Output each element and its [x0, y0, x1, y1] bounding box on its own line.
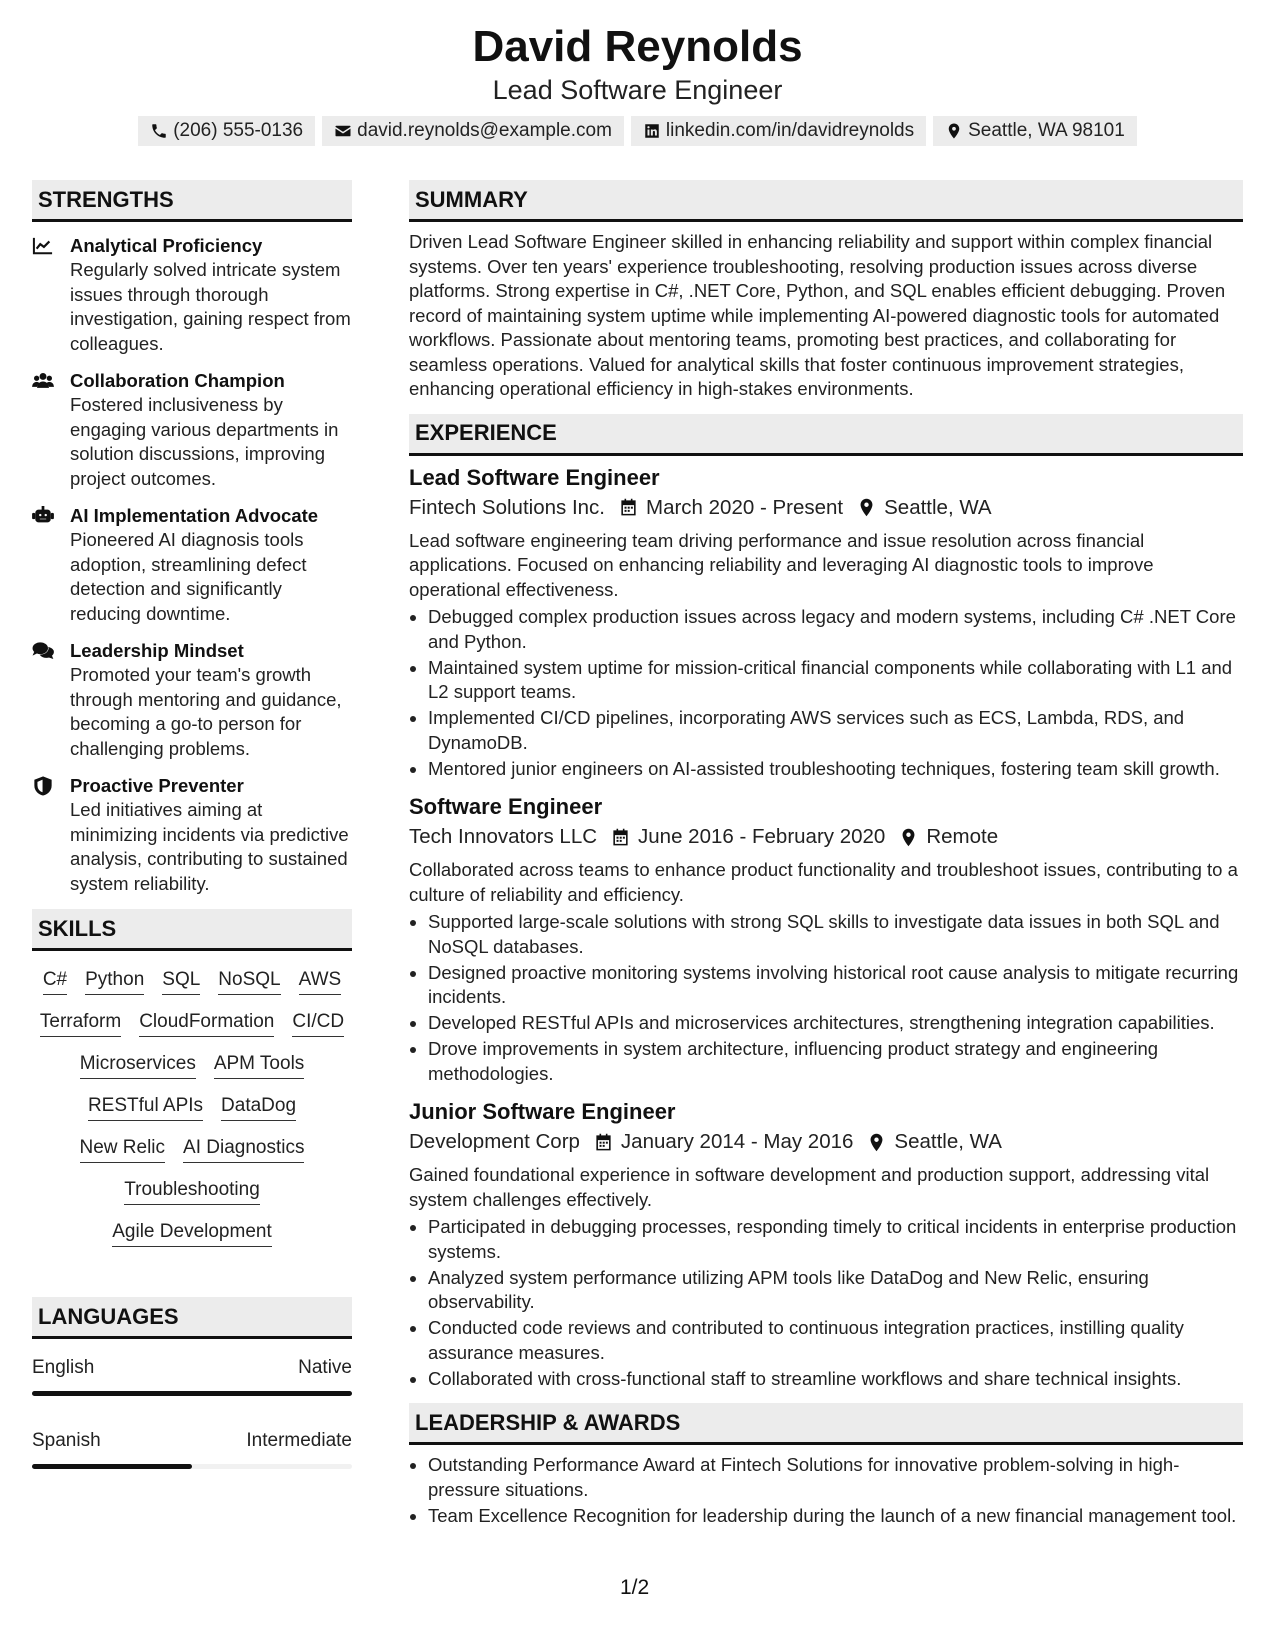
language-level: Intermediate — [246, 1430, 352, 1451]
skill-tag: Terraform — [40, 1011, 121, 1037]
award-item: • Outstanding Performance Award at Fintech Solutions for innovative problem-solving in high-pressure situations. — [428, 1453, 1243, 1502]
contact-linkedin[interactable] — [631, 116, 926, 146]
email-text: david.reynolds@example.com — [357, 120, 612, 141]
contact-phone[interactable] — [138, 116, 315, 146]
job-bullet: • Conducted code reviews and contributed to continuous integration practices, instilling quality assurance measures. — [428, 1316, 1243, 1365]
contact-bar — [0, 116, 1275, 146]
candidate-title: Lead Software Engineer — [492, 75, 783, 105]
skill-tag: New Relic — [80, 1137, 166, 1163]
language-item — [32, 1357, 352, 1396]
strength-desc: Promoted your team's growth through mentoring and guidance, becoming a go-to person for challenging problems. — [70, 664, 342, 759]
comments-icon — [32, 641, 54, 661]
languages-heading: LANGUAGES — [32, 1297, 352, 1339]
strengths-heading: STRENGTHS — [32, 180, 352, 222]
calendar-icon — [619, 498, 638, 517]
summary-text: Driven Lead Software Engineer skilled in enhancing reliability and support within complex financial systems. Over ten years' experience troubleshooting, resolving production issues across diverse platforms. Strong expertise in C#, .NET Core, Python, and SQL enables efficient debugging. Proven record of maintaining system uptime while implementing AI-powered diagnostic tools for automated workflows. Passionate about mentoring teams, promoting best practices, and collaborating for seamless operations. Valued for analytical skills that foster continuous improvement strategies, enhancing operational efficiency in high-stakes environments. — [409, 231, 1226, 399]
page-number: 1/2 — [620, 1576, 650, 1599]
map-marker-icon — [945, 122, 963, 140]
strength-desc: Regularly solved intricate system issues through thorough investigation, gaining respect from colleagues. — [70, 259, 351, 354]
job-bullets — [409, 605, 1243, 781]
skill-tag: SQL — [162, 969, 200, 995]
job-description: Gained foundational experience in software development and production support, addressing vital system challenges effectively. — [409, 1164, 1210, 1210]
job-location: Remote — [926, 825, 999, 848]
contact-location[interactable] — [933, 116, 1137, 146]
envelope-icon — [334, 122, 352, 140]
job-entry — [409, 1098, 1243, 1391]
job-bullets — [409, 1215, 1243, 1391]
skill-tag: AI Diagnostics — [183, 1137, 304, 1163]
job-company: Tech Innovators LLC — [409, 825, 598, 848]
job-dates: March 2020 - Present — [646, 495, 844, 519]
skill-tag: NoSQL — [218, 969, 280, 995]
job-bullet: • Implemented CI/CD pipelines, incorporating AWS services such as ECS, Lambda, RDS, and DynamoDB. — [428, 706, 1243, 755]
users-icon — [32, 371, 54, 391]
skills-heading: SKILLS — [32, 909, 352, 951]
skill-tag: Python — [85, 969, 144, 995]
job-bullet: • Supported large-scale solutions with strong SQL skills to investigate data issues in both SQL and NoSQL databases. — [428, 910, 1243, 959]
job-bullet: • Developed RESTful APIs and microservices architectures, strengthening integration capabilities. — [428, 1011, 1243, 1036]
strength-title: Collaboration Champion — [70, 370, 285, 391]
contact-email[interactable] — [322, 116, 624, 146]
strength-item — [32, 369, 352, 491]
job-meta — [409, 1127, 1243, 1157]
strength-title: Leadership Mindset — [70, 640, 244, 661]
chart-line-icon — [32, 236, 54, 256]
languages-list — [32, 1357, 352, 1469]
job-company: Fintech Solutions Inc. — [409, 495, 605, 519]
skill-tag: DataDog — [221, 1095, 296, 1121]
job-bullet: • Mentored junior engineers on AI-assisted troubleshooting techniques, fostering team skill growth. — [428, 757, 1243, 782]
job-bullet: • Analyzed system performance utilizing APM tools like DataDog and New Relic, ensuring observability. — [428, 1266, 1243, 1315]
job-title: Junior Software Engineer — [409, 1099, 676, 1124]
job-bullet: • Designed proactive monitoring systems involving historical root cause analysis to mitigate recurring incidents. — [428, 961, 1243, 1010]
right-column — [409, 180, 1243, 1530]
skills-list — [32, 951, 352, 1247]
job-meta — [409, 493, 1243, 523]
job-title: Software Engineer — [409, 794, 603, 819]
job-bullet: • Drove improvements in system architecture, influencing product strategy and engineering methodologies. — [428, 1037, 1243, 1086]
summary-heading: SUMMARY — [409, 180, 1243, 222]
job-bullet: • Maintained system uptime for mission-critical financial components while collaborating with L1 and L2 support teams. — [428, 656, 1243, 705]
skill-tag: CI/CD — [292, 1011, 344, 1037]
strength-title: Proactive Preventer — [70, 775, 244, 796]
robot-icon — [32, 506, 54, 526]
language-name: English — [32, 1357, 95, 1378]
calendar-icon — [594, 1133, 613, 1152]
strength-item — [32, 234, 352, 356]
skill-tag: APM Tools — [214, 1053, 304, 1079]
skill-tag: Microservices — [80, 1053, 196, 1079]
language-level: Native — [298, 1357, 352, 1378]
strength-item — [32, 504, 352, 626]
job-description: Collaborated across teams to enhance product functionality and troubleshoot issues, contributing to a culture of reliability and efficiency. — [409, 859, 1238, 905]
phone-text: (206) 555-0136 — [173, 120, 304, 141]
linkedin-text: linkedin.com/in/davidreynolds — [665, 120, 915, 141]
job-description: Lead software engineering team driving performance and issue resolution across financial applications. Focused on enhancing reliability and leveraging AI diagnostic tools to improve operational effectiveness. — [409, 529, 1154, 600]
language-proficiency-bar — [32, 1391, 352, 1396]
calendar-icon — [611, 828, 630, 847]
awards-list — [409, 1453, 1243, 1528]
job-location: Seattle, WA — [884, 495, 992, 519]
strength-desc: Led initiatives aiming at minimizing incidents via predictive analysis, contributing to sustained system reliability. — [70, 799, 349, 894]
language-name: Spanish — [32, 1430, 101, 1451]
skill-tag: CloudFormation — [139, 1011, 274, 1037]
job-bullet: • Debugged complex production issues across legacy and modern systems, including C# .NET Core and Python. — [428, 605, 1243, 654]
strength-desc: Pioneered AI diagnosis tools adoption, streamlining defect detection and significantly reducing downtime. — [70, 529, 307, 624]
job-dates: January 2014 - May 2016 — [620, 1130, 854, 1153]
language-proficiency-bar — [32, 1464, 352, 1469]
job-dates: June 2016 - February 2020 — [638, 825, 886, 848]
job-entry — [409, 464, 1243, 782]
language-proficiency-fill — [32, 1464, 192, 1469]
map-marker-icon — [867, 1133, 886, 1152]
skill-tag: Troubleshooting — [124, 1179, 260, 1205]
experience-heading: EXPERIENCE — [409, 414, 1243, 456]
job-bullet: • Collaborated with cross-functional staff to streamline workflows and share technical insights. — [428, 1367, 1243, 1392]
resume-header — [0, 20, 1275, 146]
language-item — [32, 1430, 352, 1469]
job-location: Seattle, WA — [894, 1130, 1002, 1153]
strength-title: AI Implementation Advocate — [70, 505, 319, 526]
strength-item — [32, 639, 352, 761]
skill-tag: C# — [43, 969, 67, 995]
job-title: Lead Software Engineer — [409, 464, 660, 490]
phone-icon — [150, 122, 168, 140]
map-marker-icon — [899, 828, 918, 847]
job-bullet: • Participated in debugging processes, responding timely to critical incidents in enterprise production systems. — [428, 1215, 1243, 1264]
candidate-name: David Reynolds — [472, 22, 803, 71]
left-column — [32, 180, 352, 1503]
linkedin-icon — [643, 122, 661, 140]
awards-heading: LEADERSHIP & AWARDS — [409, 1403, 1243, 1445]
job-company: Development Corp — [409, 1130, 580, 1153]
map-marker-icon — [857, 498, 876, 517]
strength-item — [32, 774, 352, 896]
language-proficiency-fill — [32, 1391, 352, 1396]
skill-tag: AWS — [299, 969, 342, 995]
strengths-list — [32, 234, 352, 896]
award-item: • Team Excellence Recognition for leadership during the launch of a new financial management tool. — [428, 1504, 1243, 1529]
strength-title: Analytical Proficiency — [70, 235, 263, 256]
job-bullets — [409, 910, 1243, 1086]
location-text: Seattle, WA 98101 — [968, 120, 1125, 141]
skill-tag: RESTful APIs — [88, 1095, 203, 1121]
skill-tag: Agile Development — [112, 1221, 271, 1247]
job-meta — [409, 822, 1243, 852]
job-entry — [409, 793, 1243, 1086]
shield-icon — [32, 776, 54, 796]
strength-desc: Fostered inclusiveness by engaging various departments in solution discussions, improving project outcomes. — [70, 394, 339, 489]
